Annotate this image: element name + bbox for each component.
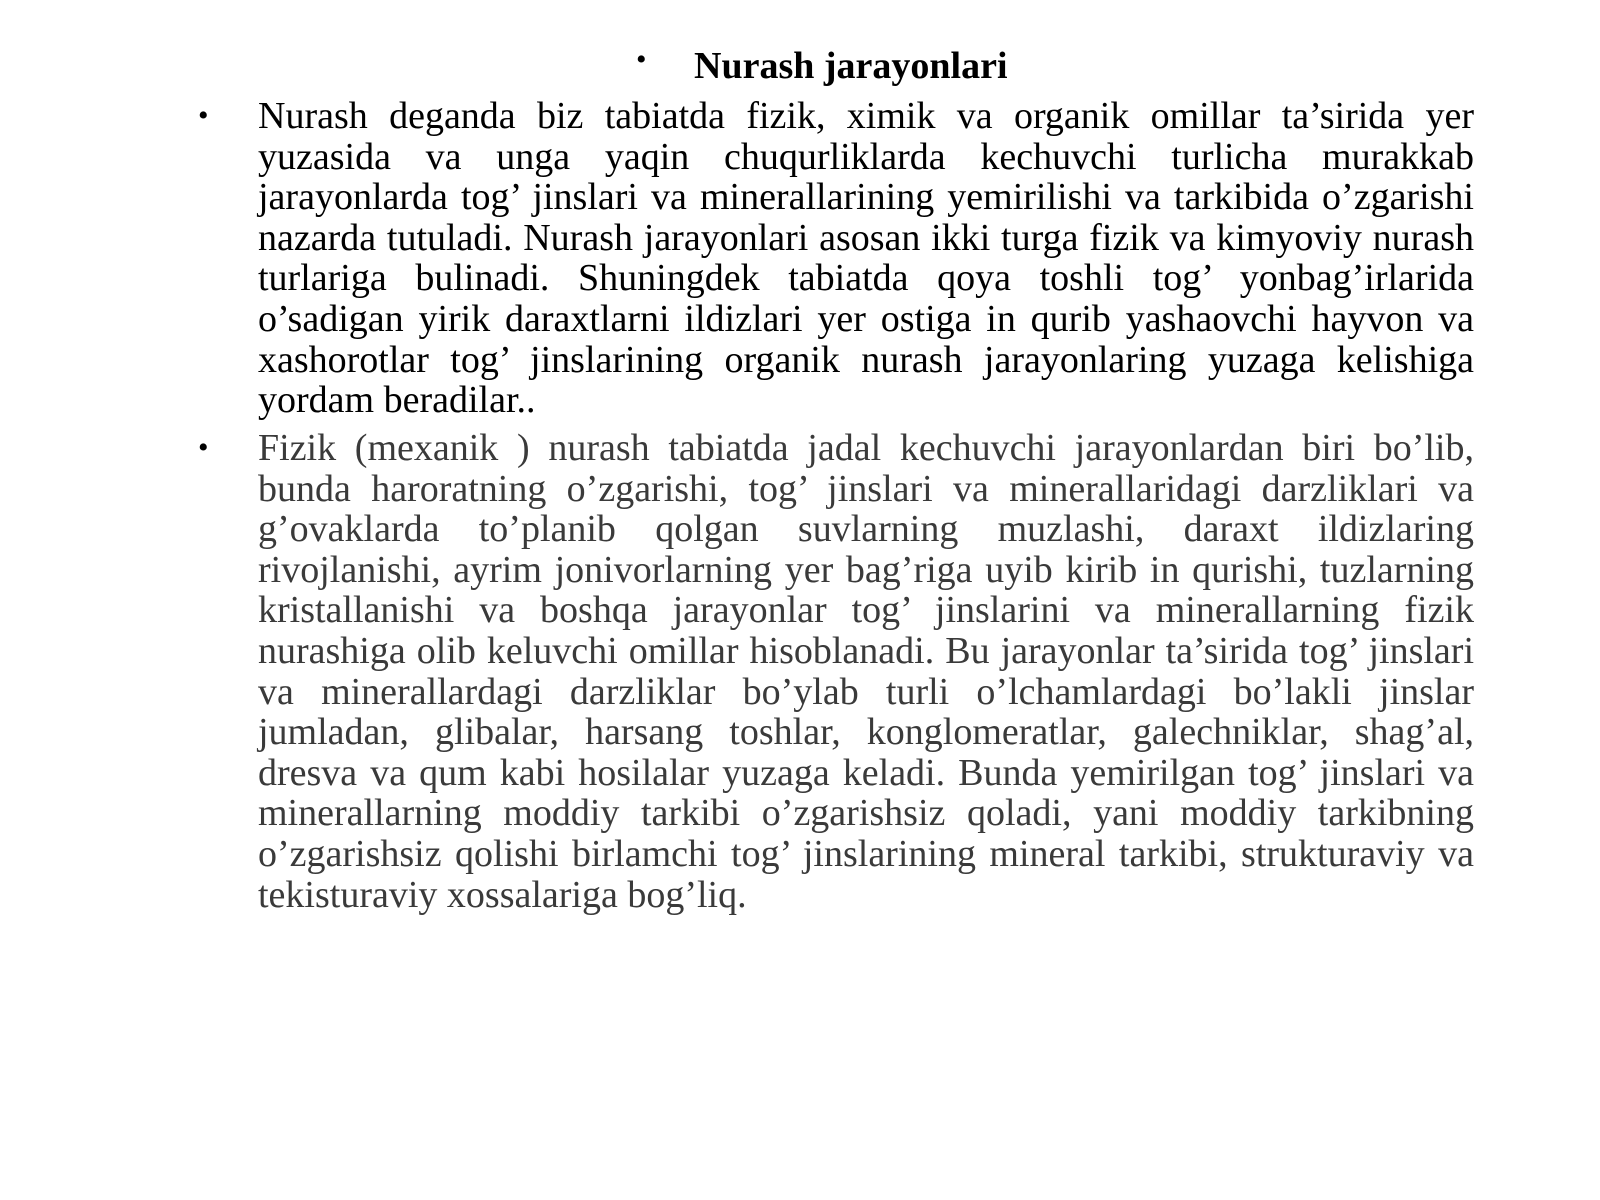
bullet-item-fizik-nurash (198, 427, 1474, 916)
slide-title: Nurash jarayonlari (694, 45, 1008, 87)
bullet-text: Nurash deganda biz tabiatda fizik, ximik va organik omillar ta’sirida yer yuzasida va unga yaqin chuqurliklarda kechuvchi turlicha murakkab jarayonlarda tog’ jinslari va minerallarining yemirilishi va tarkibida o’zgarishi nazarda tutuladi. Nurash jarayonlari asosan ikki turga fizik va kimyoviy nurash turlariga bulinadi. Shuningdek tabiatda qoya toshli tog’ yonbag’irlarida o’sadigan yirik daraxtlarni ildizlari yer ostiga in qurib yashaovchi hayvon va xashorotlar tog’ jinslarining organik nurash jarayonlaring yuzaga kelishiga yordam beradilar.. (258, 95, 1474, 422)
bullet-text: Fizik (mexanik ) nurash tabiatda jadal kechuvchi jarayonlardan biri bo’lib, bunda haroratning o’zgarishi, tog’ jinslari va minerallaridagi darzliklari va g’ovaklarda to’planib qolgan suvlarning muzlashi, daraxt ildizlaring rivojlanishi, ayrim jonivorlarning yer bag’riga uyib kirib in qurishi, tuzlarning kristallanishi va boshqa jarayonlar tog’ jinslarini va minerallarning fizik nurashiga olib keluvchi omillar hisoblanadi. Bu jarayonlar ta’sirida tog’ jinslari va minerallardagi darzliklar bo’ylab turli o’lchamlardagi bo’lakli jinslar jumladan, glibalar, harsang toshlar, konglomeratlar, galechniklar, shag’al, dresva va qum kabi hosilalar yuzaga keladi. Bunda yemirilgan tog’ jinslari va minerallarning moddiy tarkibi o’zgarishsiz qoladi, yani moddiy tarkibning o’zgarishsiz qolishi birlamchi tog’ jinslarining mineral tarkibi, strukturaviy va tekisturaviy xossalariga bog’liq. (258, 427, 1474, 916)
bullet-item-nurash-definition (198, 95, 1474, 422)
title-bullet-icon: • (636, 43, 647, 76)
bullet-icon: • (198, 99, 209, 132)
bullet-icon: • (198, 431, 209, 464)
